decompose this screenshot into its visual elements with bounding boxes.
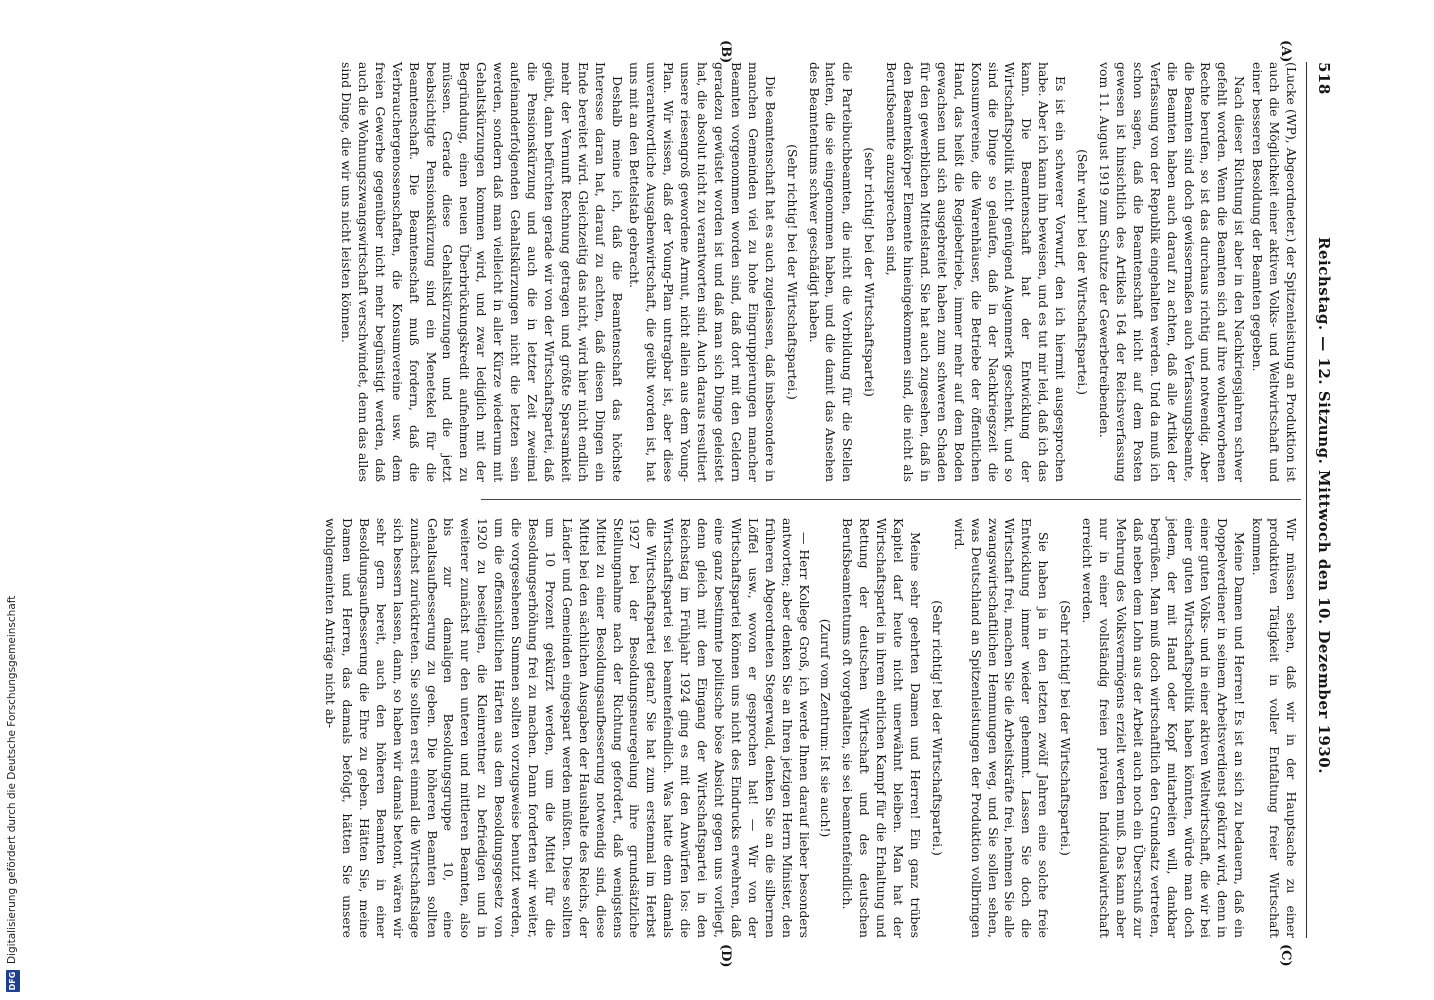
interjection: (Zuruf vom Zentrum: Ist sie auch!)	[818, 618, 834, 838]
margin-marker-b: (B)	[718, 40, 733, 64]
left-column	[336, 62, 1299, 482]
header-rule	[1306, 62, 1307, 938]
running-title: Reichstag. — 12. Sitzung. Mittwoch den 10. Dezember 1930.	[1315, 237, 1333, 774]
margin-marker-d: (D)	[718, 944, 733, 968]
interjection: (Sehr wahr! bei der Wirtschaftspartei.)	[1075, 149, 1091, 395]
paragraph: (Lucke (WP), Abgeordneter.) der Spitzenleistung an Produktion ist auch die Möglichkeit einer aktiven Volks- und Weltwirtschaft und einer besseren Besoldung der Beamten gegeben.	[1250, 62, 1299, 482]
digitization-credit: Digitalisierung gefördert durch die Deutsche Forschungsgemeinschaft	[6, 595, 18, 964]
page-number: 518	[1315, 62, 1333, 95]
interjection: (sehr richtig! bei der Wirtschaftspartei)	[862, 147, 878, 397]
paragraph: — Herr Kollege Groß, ich werde Ihnen darauf lieber besonders antworten; aber denken Sie an Ihren jetzigen Herrn Minister, den früheren Abgeordneten Stegerwald, denken Sie an die silbernen Löffel usw., wovon er gesprochen hat! — Wir von der Wirtschaftspartei können uns nicht des Eindrucks erwehren, daß eine ganz bestimmte politische böse Absicht gegen uns vorliegt, denn gleich mit dem Eingang der Wirtschaftspartei in den Reichstag im Frühjahr 1924 ging es mit den Anwürfen los: die Wirtschaftspartei sei beamtenfeindlich. Was hatte denn damals die Wirtschaftspartei getan? Sie hat zum erstenmal im Herbst 1927 bei der Besoldungsneuregelung ihre grundsätzliche Stellungnahme nach der Richtung gefordert, daß wenigstens Mittel zu einer Besoldungsaufbesserung notwendig sind, diese Mittel bei den sächlichen Ausgaben der Haushalte des Reichs, der Länder und Gemeinden eingespart werden müßten. Diese sollten um 10 Prozent gekürzt werden, um die Mittel für die Besoldungserhöhung frei zu machen. Dann forderten wir weiter, die vorgesehenen Summen sollten vorzugsweise benutzt werden, um die offensichtlichen Härten aus dem Besoldungsgesetz von 1920 zu beseitigen, die Kleinrentner zu befriedigen und in weiterer zunächst nur den unteren und mittleren Beamten, also bis zur damaligen Besoldungsgruppe 10, eine Gehaltsaufbesserung zu geben. Die höheren Beamten sollten zunächst zurücktreten. Sie sollten erst einmal die Wirtschaftslage sich bessern lassen, dann, so haben wir damals betont, wären wir sehr gern bereit, auch den höheren Beamten in einer Besoldungsaufbesserung die Ehre zu geben. Hätten Sie, meine Damen und Herren, das damals befolgt, hätten Sie unsere wohlgemeinten Anträge nicht ab-	[323, 518, 812, 938]
paragraph: Die Beamtenschaft hat es auch zugelassen, daß insbesondere in manchen Gemeinden viel zu hohe Eingruppierungen mancher Beamten vorgenommen worden sind, daß dort mit den Geldern geradezu gewüstet worden ist und daß man sich Dinge geleistet hat, die absolut nicht zu verantworten sind. Auch daraus resultiert unsere riesengroß gewordene Armut, nicht allein aus dem Young-Plan. Wir wissen, daß der Young-Plan untragbar ist, aber diese unverantwortliche Ausgabenwirtschaft, die geübt worden ist, hat uns mit an den Bettelstab gebracht.	[627, 62, 778, 482]
interjection: (Sehr richtig! bei der Wirtschaftspartei.)	[1058, 600, 1074, 856]
interjection: (Sehr richtig! bei der Wirtschaftspartei.)	[929, 600, 945, 856]
margin-marker-a: (A)	[1278, 40, 1293, 63]
margin-marker-c: (C)	[1278, 944, 1293, 967]
page-header	[1309, 62, 1339, 938]
paragraph: Deshalb meine ich, daß die Beamtenschaft das höchste Interesse daran hat, darauf zu achten, daß diesen Dingen ein Ende bereitet wird. Gleichzeitig das nicht, wird hier nicht endlich mehr der Vernunft Rechnung getragen und größte Sparsamkeit geübt, dann befürchten gerade wir von der Wirtschaftspartei, daß die Pensionskürzung und auch die in letzter Zeit zweimal aufeinanderfolgenden Gehaltskürzungen nicht die letzten sein werden, sondern daß man vielleicht in aller Kürze wiederum mit Gehaltskürzungen kommen wird, und zwar lediglich mit der Begründung, einen neuen Überbrückungskredit aufnehmen zu müssen. Gerade diese Gehaltskürzungen und die jetzt beabsichtigte Pensionskürzung sind ein Menetekel für die Beamtenschaft. Die Beamtenschaft muß fordern, daß die Verbrauchergenossenschaften, die Konsumvereine usw. dem freien Gewerbe gegenüber nicht mehr begünstigt werden, daß auch die Wohnungszwangswirtschaft verschwindet, denn das alles sind Dinge, die wir uns nicht leisten können.	[339, 62, 625, 482]
paragraph: Nach dieser Richtung ist aber in den Nachkriegsjahren schwer gefehlt worden. Wenn die Beamten sich auf ihre wohlerworbenen Rechte berufen, so ist das durchaus richtig und notwendig. Aber die Beamten sind doch gewissermaßen auch Verfassungsbeamte, die Beamten haben auch darauf zu achten, daß alle Artikel der Verfassung von der Republik eingehalten werden. Und da muß ich schon sagen, daß die Beamtenschaft nicht auf dem Posten gewesen ist hinsichtlich des Artikels 164 der Reichsverfassung vom 11. August 1919 zum Schutze der Gewerbetreibenden.	[1097, 62, 1248, 482]
paragraph: Meine sehr geehrten Damen und Herren! Ein ganz trübes Kapitel darf heute nicht unerwähnt bleiben. Man hat der Wirtschaftspartei in ihrem ehrlichen Kampf für die Erhaltung und Rettung der deutschen Wirtschaft und des deutschen Berufsbeamtentums oft vorgehalten, sie sei beamtenfeindlich.	[840, 518, 923, 938]
paragraph: Meine Damen und Herren! Es ist an sich zu bedauern, daß ein Doppelverdiener in seinem Arbeitsverdienst gekürzt wird, denn in einer guten Volks- und in einer aktiven Weltwirtschaft, die wir bei einer guten Wirtschaftspolitik haben könnten, würde man doch jedem, der mit Hand oder Kopf mitarbeiten will, dankbar begrüßen. Man muß doch wirtschaftlich den Grundsatz vertreten, daß neben dem Lohn aus der Arbeit auch noch ein Überschuß zur Mehrung des Volksvermögens erzielt werden muß. Das kann aber nur in einer vollständig freien privaten Individualwirtschaft erreicht werden.	[1080, 518, 1248, 938]
dfg-logo: DFG	[6, 970, 20, 992]
side-credit	[2, 0, 24, 1000]
document-page	[15, 0, 1345, 1000]
right-column	[320, 518, 1299, 938]
paragraph: Wir müssen sehen, daß wir in der Hauptsache zu einer produktiven Tätigkeit in voller Entfaltung freier Wirtschaft kommen.	[1250, 518, 1299, 938]
paragraph: Sie haben ja in den letzten zwölf Jahren eine solche freie Entwicklung immer wieder gehemmt. Lassen Sie doch die Wirtschaft frei, machen Sie die Arbeitskräfte frei, nehmen Sie alle zwangswirtschaftlichen Hemmungen weg, und Sie sollen sehen, was Deutschland an Spitzenleistungen der Produktion vollbringen wird.	[951, 518, 1052, 938]
paragraph: die Parteibuchbeamten, die nicht die Vorbildung für die Stellen hatten, die sie eingenommen haben, und die damit das Ansehen des Beamtentums schwer geschädigt haben.	[806, 62, 856, 482]
interjection: (Sehr richtig! bei der Wirtschaftspartei.)	[784, 144, 800, 400]
paragraph: Es ist ein schwerer Vorwurf, den ich hiermit ausgesprochen habe. Aber ich kann ihn beweisen, und es tut mir leid, daß ich das kann. Die Beamtenschaft hat der Entwicklung der Wirtschaftspolitik nicht genügend Augenmerk geschenkt, und so sind die Dinge so gelaufen, daß in der Nachkriegszeit die Konsumvereine, die Warenhäuser, die Betriebe der öffentlichen Hand, das heißt die Regiebetriebe, immer mehr auf dem Boden gewachsen und sich ausgebreitet haben zum schweren Schaden für den gewerblichen Mittelstand. Sie hat auch zugesehen, daß in den Beamtenkörper Elemente hineingekommen sind, die nicht als Berufsbeamte anzusprechen sind,	[884, 62, 1069, 482]
column-divider	[481, 499, 1301, 500]
